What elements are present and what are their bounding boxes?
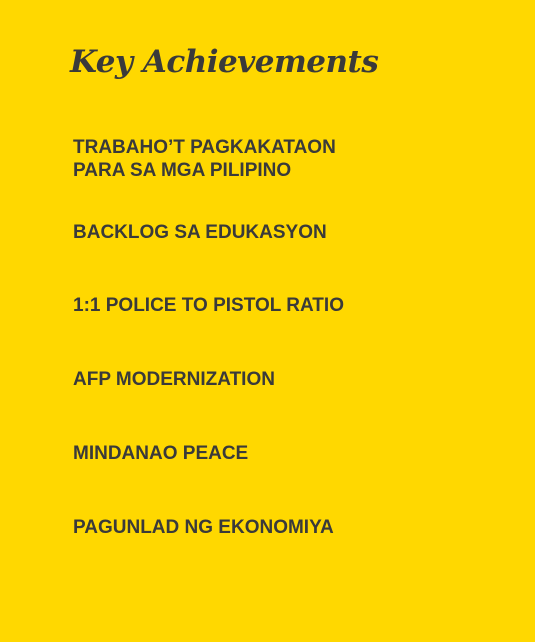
achievement-label: 1:1 POLICE TO PISTOL RATIO	[73, 295, 344, 316]
achievement-label: BACKLOG SA EDUKASYON	[73, 222, 327, 243]
achievement-label: AFP MODERNIZATION	[73, 369, 275, 390]
achievement-label: PAGUNLAD NG EKONOMIYA	[73, 517, 334, 538]
achievement-label: MINDANAO PEACE	[73, 443, 249, 464]
achievement-police-pistol-ratio	[73, 294, 344, 317]
achievement-mindanao-peace	[73, 442, 248, 465]
page-title: Key Achievements	[70, 44, 379, 80]
achievement-jobs	[73, 136, 336, 182]
achievement-label-line1: TRABAHO’T PAGKAKATAON	[73, 137, 336, 158]
achievement-education-backlog	[73, 221, 327, 244]
achievement-economy	[73, 516, 334, 539]
achievement-label-line2: PARA SA MGA PILIPINO	[73, 160, 292, 181]
achievement-afp-modernization	[73, 368, 275, 391]
